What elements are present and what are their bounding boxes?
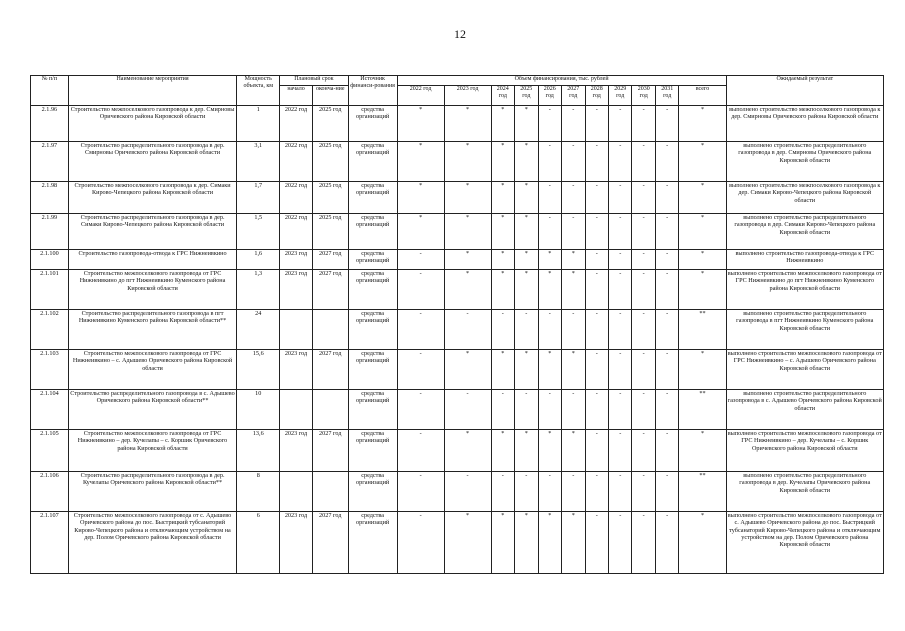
row-start bbox=[280, 310, 313, 350]
table-row bbox=[31, 106, 884, 142]
row-number: 2.1.97 bbox=[31, 142, 69, 182]
row-source: средства организаций bbox=[348, 270, 397, 310]
row-year-mark: * bbox=[515, 142, 538, 182]
row-end: 2027 год bbox=[312, 350, 348, 390]
header-source: Источник финанси-рования bbox=[348, 76, 397, 106]
table-row bbox=[31, 250, 884, 270]
row-year-mark: - bbox=[585, 390, 608, 430]
row-name: Строительство газопровода-отвода к ГРС Нижнеивкино bbox=[68, 250, 237, 270]
financing-table bbox=[30, 75, 884, 574]
row-capacity: 10 bbox=[237, 390, 280, 430]
row-year-mark: * bbox=[444, 250, 491, 270]
row-total-mark: * bbox=[679, 250, 726, 270]
row-year-mark: - bbox=[515, 472, 538, 512]
row-source: средства организаций bbox=[348, 512, 397, 574]
row-year-mark: * bbox=[515, 350, 538, 390]
row-year-mark: - bbox=[538, 106, 561, 142]
row-year-mark: - bbox=[585, 270, 608, 310]
row-end: 2027 год bbox=[312, 250, 348, 270]
row-year-mark: - bbox=[632, 142, 655, 182]
row-year-mark: - bbox=[632, 472, 655, 512]
row-number: 2.1.103 bbox=[31, 350, 69, 390]
row-name: Строительство распределительного газопровода в дер. Кучелапы Оричевского района Кировской области** bbox=[68, 472, 237, 512]
row-year-mark: * bbox=[491, 250, 514, 270]
page-number: 12 bbox=[454, 27, 466, 41]
row-year-mark: - bbox=[608, 390, 631, 430]
row-year-mark: * bbox=[515, 270, 538, 310]
row-year-mark: - bbox=[562, 142, 585, 182]
table-row bbox=[31, 430, 884, 472]
header-term: Плановый срок bbox=[280, 76, 348, 86]
row-capacity: 3,1 bbox=[237, 142, 280, 182]
row-start: 2022 год bbox=[280, 214, 313, 250]
row-result: выполнено строительство межпоселкового газопровода к дер. Симаки Кирово-Чепецкого района Кировской области bbox=[726, 182, 883, 214]
row-total-mark: * bbox=[679, 512, 726, 574]
row-total-mark: * bbox=[679, 214, 726, 250]
row-end: 2025 год bbox=[312, 214, 348, 250]
row-source: средства организаций bbox=[348, 142, 397, 182]
row-year-mark: * bbox=[538, 430, 561, 472]
header-year: 2024 год bbox=[491, 86, 514, 106]
row-end: 2025 год bbox=[312, 182, 348, 214]
row-year-mark: - bbox=[585, 310, 608, 350]
row-year-mark: * bbox=[444, 512, 491, 574]
table-row bbox=[31, 270, 884, 310]
row-source: средства организаций bbox=[348, 182, 397, 214]
row-year-mark: - bbox=[655, 430, 678, 472]
row-result: выполнено строительство распределительного газопровода в пгт Нижнеивкино Куменского района Кировской области bbox=[726, 310, 883, 350]
table-row bbox=[31, 512, 884, 574]
row-number: 2.1.99 bbox=[31, 214, 69, 250]
row-year-mark: - bbox=[562, 310, 585, 350]
row-year-mark: * bbox=[491, 214, 514, 250]
row-year-mark: * bbox=[538, 270, 561, 310]
row-year-mark: - bbox=[397, 250, 444, 270]
row-year-mark: * bbox=[397, 182, 444, 214]
row-capacity: 13,6 bbox=[237, 430, 280, 472]
row-year-mark: * bbox=[491, 350, 514, 390]
row-number: 2.1.104 bbox=[31, 390, 69, 430]
row-year-mark: - bbox=[608, 430, 631, 472]
row-year-mark: - bbox=[491, 472, 514, 512]
row-year-mark: - bbox=[397, 430, 444, 472]
row-number: 2.1.100 bbox=[31, 250, 69, 270]
row-year-mark: - bbox=[632, 270, 655, 310]
row-name: Строительство распределительного газопровода в дер. Смирновы Оричевского района Кировской области bbox=[68, 142, 237, 182]
row-result: выполнено строительство газопровода-отвода к ГРС Нижнеивкино bbox=[726, 250, 883, 270]
row-source: средства организаций bbox=[348, 250, 397, 270]
row-year-mark: - bbox=[655, 142, 678, 182]
row-year-mark: * bbox=[444, 350, 491, 390]
table-row bbox=[31, 350, 884, 390]
row-year-mark: - bbox=[632, 106, 655, 142]
row-year-mark: - bbox=[444, 390, 491, 430]
row-year-mark: - bbox=[515, 390, 538, 430]
row-year-mark: - bbox=[515, 310, 538, 350]
row-end bbox=[312, 472, 348, 512]
row-source: средства организаций bbox=[348, 350, 397, 390]
row-number: 2.1.98 bbox=[31, 182, 69, 214]
row-year-mark: * bbox=[491, 430, 514, 472]
row-year-mark: - bbox=[444, 472, 491, 512]
row-start: 2023 год bbox=[280, 270, 313, 310]
row-year-mark: - bbox=[585, 472, 608, 512]
row-year-mark: - bbox=[397, 390, 444, 430]
row-result: выполнено строительство межпоселкового газопровода к дер. Смирновы Оричевского района Кировской области bbox=[726, 106, 883, 142]
row-total-mark: * bbox=[679, 142, 726, 182]
row-result: выполнено строительство распределительного газопровода в дер. Кучелапы Оричевского района Кировской области bbox=[726, 472, 883, 512]
row-year-mark: - bbox=[562, 214, 585, 250]
row-capacity: 24 bbox=[237, 310, 280, 350]
row-end bbox=[312, 310, 348, 350]
row-year-mark: - bbox=[655, 472, 678, 512]
row-start: 2023 год bbox=[280, 430, 313, 472]
row-year-mark: * bbox=[444, 142, 491, 182]
row-capacity: 6 bbox=[237, 512, 280, 574]
row-year-mark: * bbox=[444, 270, 491, 310]
row-capacity: 1,6 bbox=[237, 250, 280, 270]
header-num: № п/п bbox=[31, 76, 69, 106]
row-capacity: 1,3 bbox=[237, 270, 280, 310]
row-year-mark: - bbox=[585, 182, 608, 214]
header-year: 2031 год bbox=[655, 86, 678, 106]
header-capacity: Мощность объекта, км bbox=[237, 76, 280, 106]
row-year-mark: * bbox=[538, 512, 561, 574]
row-result: выполнено строительство межпоселкового газопровода от ГРС Нижнеивкино – с. Адышево Оричевского района Кировской области bbox=[726, 350, 883, 390]
row-capacity: 1,5 bbox=[237, 214, 280, 250]
row-year-mark: - bbox=[608, 512, 631, 574]
row-year-mark: * bbox=[444, 106, 491, 142]
row-source: средства организаций bbox=[348, 472, 397, 512]
row-year-mark: - bbox=[632, 390, 655, 430]
row-year-mark: - bbox=[562, 182, 585, 214]
row-year-mark: - bbox=[608, 106, 631, 142]
row-year-mark: * bbox=[538, 350, 561, 390]
table-row bbox=[31, 142, 884, 182]
row-year-mark: * bbox=[491, 142, 514, 182]
row-year-mark: - bbox=[655, 512, 678, 574]
row-year-mark: - bbox=[397, 350, 444, 390]
row-year-mark: * bbox=[444, 214, 491, 250]
row-result: выполнено строительство распределительного газопровода в с. Адышево Оричевского района Кировской области bbox=[726, 390, 883, 430]
header-year: 2022 год bbox=[397, 86, 444, 106]
row-year-mark: - bbox=[491, 390, 514, 430]
row-number: 2.1.96 bbox=[31, 106, 69, 142]
row-end: 2027 год bbox=[312, 430, 348, 472]
row-total-mark: ** bbox=[679, 390, 726, 430]
row-source: средства организаций bbox=[348, 430, 397, 472]
row-year-mark: - bbox=[608, 214, 631, 250]
table-row bbox=[31, 310, 884, 350]
row-name: Строительство межпоселкового газопровода к дер. Симаки Кирово-Чепецкого района Кировской области bbox=[68, 182, 237, 214]
row-year-mark: - bbox=[538, 390, 561, 430]
row-total-mark: ** bbox=[679, 310, 726, 350]
row-total-mark: * bbox=[679, 350, 726, 390]
table-row bbox=[31, 182, 884, 214]
row-start: 2023 год bbox=[280, 250, 313, 270]
row-year-mark: - bbox=[538, 142, 561, 182]
table-row bbox=[31, 390, 884, 430]
row-year-mark: - bbox=[655, 182, 678, 214]
row-name: Строительство межпоселкового газопровода от ГРС Нижнеивкино – с. Адышево Оричевского района Кировской области bbox=[68, 350, 237, 390]
table-row bbox=[31, 472, 884, 512]
row-start: 2023 год bbox=[280, 350, 313, 390]
row-year-mark: - bbox=[608, 250, 631, 270]
header-volume: Объем финансирования, тыс. рублей bbox=[397, 76, 726, 86]
row-year-mark: * bbox=[562, 512, 585, 574]
row-end: 2025 год bbox=[312, 106, 348, 142]
row-year-mark: - bbox=[538, 310, 561, 350]
row-year-mark: - bbox=[538, 182, 561, 214]
row-year-mark: - bbox=[562, 106, 585, 142]
header-year: 2029 год bbox=[608, 86, 631, 106]
row-year-mark: * bbox=[562, 430, 585, 472]
row-name: Строительство межпоселкового газопровода к дер. Смирновы Оричевского района Кировской области bbox=[68, 106, 237, 142]
row-year-mark: - bbox=[655, 390, 678, 430]
row-result: выполнено строительство распределительного газопровода в дер. Симаки Кирово-Чепецкого района Кировской области bbox=[726, 214, 883, 250]
row-year-mark: - bbox=[585, 430, 608, 472]
row-result: выполнено строительство межпоселкового газопровода от с. Адышево Оричевского района до пос. Быстрицкий тубсанаторий Кирово-Чепецкого района и отключающим устройством на дер. Полом Оричевского района Кировской области bbox=[726, 512, 883, 574]
row-year-mark: * bbox=[444, 430, 491, 472]
row-result: выполнено строительство межпоселкового газопровода от ГРС Нижнеивкино – дер. Кучелапы – с. Коршик Оричевского района Кировской области bbox=[726, 430, 883, 472]
row-year-mark: - bbox=[632, 250, 655, 270]
row-year-mark: - bbox=[397, 512, 444, 574]
header-year: 2023 год bbox=[444, 86, 491, 106]
row-start: 2022 год bbox=[280, 106, 313, 142]
row-year-mark: - bbox=[397, 310, 444, 350]
row-year-mark: - bbox=[562, 472, 585, 512]
table-row bbox=[31, 214, 884, 250]
row-year-mark: * bbox=[562, 270, 585, 310]
row-year-mark: * bbox=[538, 250, 561, 270]
row-year-mark: - bbox=[655, 250, 678, 270]
row-year-mark: * bbox=[491, 182, 514, 214]
row-total-mark: * bbox=[679, 430, 726, 472]
row-start: 2023 год bbox=[280, 512, 313, 574]
header-name: Наименование мероприятия bbox=[68, 76, 237, 106]
header-total: всего bbox=[679, 86, 726, 106]
row-total-mark: * bbox=[679, 106, 726, 142]
row-number: 2.1.102 bbox=[31, 310, 69, 350]
row-source: средства организаций bbox=[348, 390, 397, 430]
header-year: 2026 год bbox=[538, 86, 561, 106]
row-source: средства организаций bbox=[348, 310, 397, 350]
row-year-mark: - bbox=[585, 214, 608, 250]
row-total-mark: * bbox=[679, 270, 726, 310]
row-year-mark: - bbox=[538, 214, 561, 250]
row-year-mark: - bbox=[632, 182, 655, 214]
row-capacity: 15,6 bbox=[237, 350, 280, 390]
row-year-mark: - bbox=[562, 390, 585, 430]
row-year-mark: * bbox=[491, 270, 514, 310]
row-end bbox=[312, 390, 348, 430]
row-year-mark: * bbox=[562, 350, 585, 390]
row-year-mark: - bbox=[444, 310, 491, 350]
row-number: 2.1.107 bbox=[31, 512, 69, 574]
header-term-start: начало bbox=[280, 86, 313, 106]
row-end: 2027 год bbox=[312, 512, 348, 574]
row-year-mark: - bbox=[585, 350, 608, 390]
row-year-mark: * bbox=[515, 214, 538, 250]
row-year-mark: - bbox=[491, 310, 514, 350]
row-total-mark: ** bbox=[679, 472, 726, 512]
row-name: Строительство межпоселкового газопровода от ГРС Нижнеивкино – дер. Кучелапы – с. Коршик Оричевского района Кировской области bbox=[68, 430, 237, 472]
row-start: 2022 год bbox=[280, 182, 313, 214]
row-capacity: 1,7 bbox=[237, 182, 280, 214]
row-year-mark: - bbox=[585, 512, 608, 574]
row-year-mark: * bbox=[491, 512, 514, 574]
row-number: 2.1.105 bbox=[31, 430, 69, 472]
row-year-mark: - bbox=[397, 270, 444, 310]
row-year-mark: - bbox=[655, 270, 678, 310]
row-year-mark: - bbox=[397, 472, 444, 512]
row-year-mark: - bbox=[655, 106, 678, 142]
row-start bbox=[280, 472, 313, 512]
row-name: Строительство распределительного газопровода в с. Адышево Оричевского района Кировской области** bbox=[68, 390, 237, 430]
row-year-mark: - bbox=[632, 430, 655, 472]
row-year-mark: - bbox=[538, 472, 561, 512]
row-year-mark: - bbox=[608, 350, 631, 390]
row-result: выполнено строительство межпоселкового газопровода от ГРС Нижнеивкино до пгт Нижнеивкино Куменского района Кировской области bbox=[726, 270, 883, 310]
header-year: 2027 год bbox=[562, 86, 585, 106]
row-capacity: 1 bbox=[237, 106, 280, 142]
row-year-mark: * bbox=[515, 512, 538, 574]
row-year-mark: * bbox=[397, 142, 444, 182]
row-number: 2.1.101 bbox=[31, 270, 69, 310]
row-year-mark: - bbox=[608, 472, 631, 512]
row-year-mark: - bbox=[585, 142, 608, 182]
row-year-mark: * bbox=[397, 214, 444, 250]
row-year-mark: * bbox=[397, 106, 444, 142]
row-year-mark: * bbox=[562, 250, 585, 270]
row-year-mark: - bbox=[655, 350, 678, 390]
row-year-mark: * bbox=[515, 182, 538, 214]
row-year-mark: - bbox=[585, 250, 608, 270]
row-year-mark: * bbox=[444, 182, 491, 214]
row-year-mark: * bbox=[515, 430, 538, 472]
row-number: 2.1.106 bbox=[31, 472, 69, 512]
row-total-mark: * bbox=[679, 182, 726, 214]
row-end: 2025 год bbox=[312, 142, 348, 182]
row-end: 2027 год bbox=[312, 270, 348, 310]
row-year-mark: - bbox=[608, 310, 631, 350]
row-name: Строительство распределительного газопровода в пгт Нижнеивкино Куменского района Кировской области** bbox=[68, 310, 237, 350]
header-year: 2030 год bbox=[632, 86, 655, 106]
row-start bbox=[280, 390, 313, 430]
row-year-mark: * bbox=[515, 250, 538, 270]
row-result: выполнено строительство распределительного газопровода в дер. Смирновы Оричевского района Кировской области bbox=[726, 142, 883, 182]
row-year-mark: - bbox=[632, 512, 655, 574]
row-year-mark: - bbox=[655, 214, 678, 250]
header-result: Ожидаемый результат bbox=[726, 76, 883, 106]
row-capacity: 8 bbox=[237, 472, 280, 512]
row-year-mark: - bbox=[608, 142, 631, 182]
row-year-mark: - bbox=[585, 106, 608, 142]
row-name: Строительство распределительного газопровода в дер. Симаки Кирово-Чепецкого района Кировской области bbox=[68, 214, 237, 250]
row-year-mark: * bbox=[515, 106, 538, 142]
row-year-mark: - bbox=[632, 310, 655, 350]
row-year-mark: - bbox=[655, 310, 678, 350]
header-row-1 bbox=[31, 76, 884, 86]
row-source: средства организаций bbox=[348, 214, 397, 250]
row-name: Строительство межпоселкового газопровода от ГРС Нижнеивкино до пгт Нижнеивкино Куменского района Кировской области bbox=[68, 270, 237, 310]
row-year-mark: - bbox=[608, 270, 631, 310]
row-name: Строительство межпоселкового газопровода от с. Адышево Оричевского района до пос. Быстрицкий тубсанаторий Кирово-Чепецкого района и отключающим устройством на дер. Полом Оричевского района Кировской области bbox=[68, 512, 237, 574]
row-year-mark: - bbox=[608, 182, 631, 214]
row-year-mark: - bbox=[632, 214, 655, 250]
row-start: 2022 год bbox=[280, 142, 313, 182]
row-year-mark: - bbox=[632, 350, 655, 390]
header-term-end: оконча-ние bbox=[312, 86, 348, 106]
row-source: средства организаций bbox=[348, 106, 397, 142]
header-year: 2028 год bbox=[585, 86, 608, 106]
row-year-mark: * bbox=[491, 106, 514, 142]
header-year: 2025 год bbox=[515, 86, 538, 106]
